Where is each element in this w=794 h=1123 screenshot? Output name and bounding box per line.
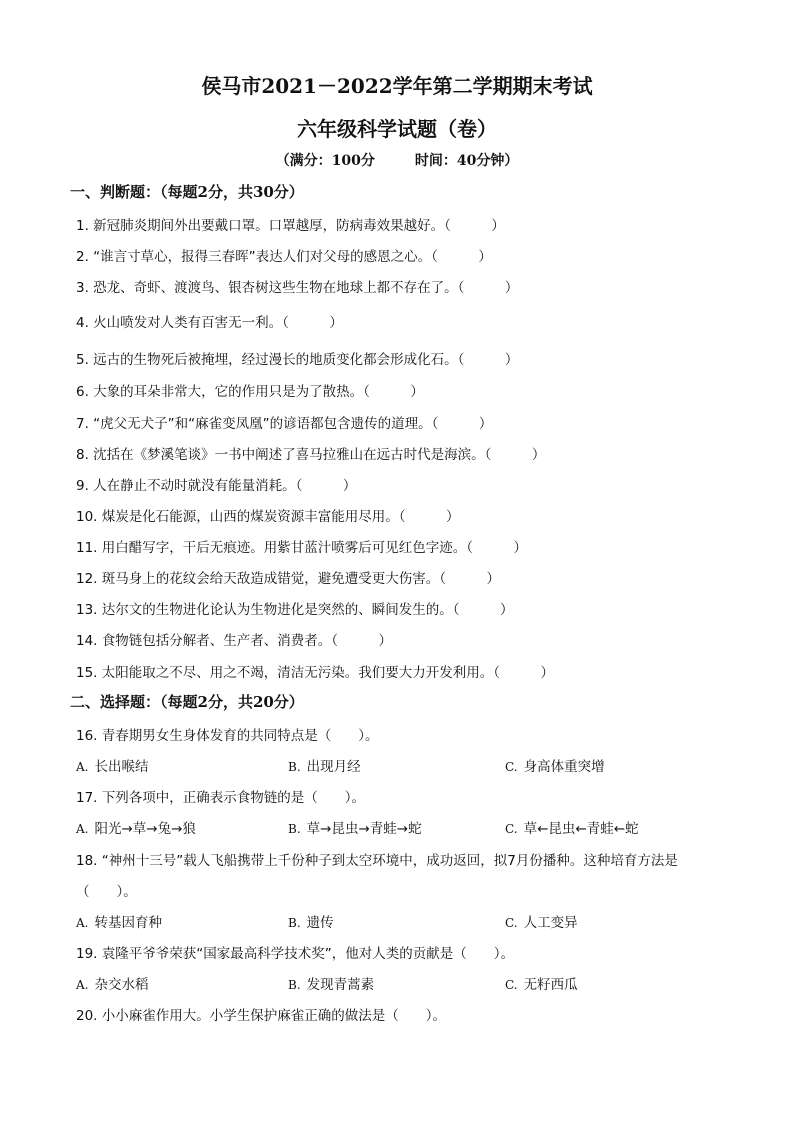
score-info: （满分：100分 xyxy=(275,153,375,169)
question-4: 4. 火山喷发对人类有百害无一利。（ ） xyxy=(76,315,343,331)
q16-option-c: C. 身高体重突增 xyxy=(505,759,605,775)
question-19: 19. 袁隆平爷爷荣获“国家最高科学技术奖”，他对人类的贡献是（ ）。 xyxy=(76,946,514,962)
question-1: 1. 新冠肺炎期间外出要戴口罩。口罩越厚，防病毒效果越好。（ ） xyxy=(76,218,505,234)
question-18-continuation: （ ）。 xyxy=(76,884,137,900)
q16-option-a: A. 长出喉结 xyxy=(76,759,149,775)
q16-option-b: B. 出现月经 xyxy=(288,759,361,775)
question-3: 3. 恐龙、奇虾、渡渡鸟、银杏树这些生物在地球上都不存在了。（ ） xyxy=(76,280,519,296)
question-9: 9. 人在静止不动时就没有能量消耗。（ ） xyxy=(76,478,357,494)
question-7: 7. “虎父无犬子”和“麻雀变凤凰”的谚语都包含遗传的道理。（ ） xyxy=(76,416,493,432)
question-20: 20. 小小麻雀作用大。小学生保护麻雀正确的做法是（ ）。 xyxy=(76,1008,447,1024)
section1-heading: 一、判断题：（每题2分，共30分） xyxy=(70,183,304,201)
q17-option-a: A. 阳光→草→兔→狼 xyxy=(76,821,196,837)
question-14: 14. 食物链包括分解者、生产者、消费者。（ ） xyxy=(76,633,393,649)
exam-subtitle: 六年级科学试题（卷） xyxy=(297,117,497,141)
question-5: 5. 远古的生物死后被掩埋，经过漫长的地质变化都会形成化石。（ ） xyxy=(76,352,519,368)
q17-option-b: B. 草→昆虫→青蛙→蛇 xyxy=(288,821,422,837)
question-6: 6. 大象的耳朵非常大，它的作用只是为了散热。（ ） xyxy=(76,384,424,400)
q19-option-c: C. 无籽西瓜 xyxy=(505,977,578,993)
section2-heading: 二、选择题：（每题2分，共20分） xyxy=(70,693,304,711)
exam-info xyxy=(0,150,794,170)
question-13: 13. 达尔文的生物进化论认为生物进化是突然的、瞬间发生的。（ ） xyxy=(76,602,514,618)
question-10: 10. 煤炭是化石能源，山西的煤炭资源丰富能用尽用。（ ） xyxy=(76,509,460,525)
q17-option-c: C. 草←昆虫←青蛙←蛇 xyxy=(505,821,639,837)
question-12: 12. 斑马身上的花纹会给天敌造成错觉，避免遭受更大伤害。（ ） xyxy=(76,571,501,587)
q18-option-a: A. 转基因育种 xyxy=(76,915,162,931)
q19-option-b: B. 发现青蒿素 xyxy=(288,977,375,993)
question-17: 17. 下列各项中，正确表示食物链的是（ ）。 xyxy=(76,790,366,806)
question-18: 18. “神州十三号”载人飞船携带上千份种子到太空环境中，成功返回，拟7月份播种。这种培育方法是 xyxy=(76,853,678,869)
q18-option-b: B. 遗传 xyxy=(288,915,334,931)
exam-title: 侯马市2021－2022学年第二学期期末考试 xyxy=(201,74,593,98)
question-8: 8. 沈括在《梦溪笔谈》一书中阐述了喜马拉雅山在远古时代是海滨。（ ） xyxy=(76,447,546,463)
question-15: 15. 太阳能取之不尽、用之不竭，清洁无污染。我们要大力开发利用。（ ） xyxy=(76,665,555,681)
q19-option-a: A. 杂交水稻 xyxy=(76,977,149,993)
q18-option-c: C. 人工变异 xyxy=(505,915,578,931)
question-2: 2. “谁言寸草心，报得三春晖”表达人们对父母的感恩之心。（ ） xyxy=(76,249,492,265)
time-info: 时间：40分钟） xyxy=(414,153,519,169)
question-16: 16. 青春期男女生身体发育的共同特点是（ ）。 xyxy=(76,728,379,744)
question-11: 11. 用白醋写字，干后无痕迹。用紫甘蓝汁喷雾后可见红色字迹。（ ） xyxy=(76,540,528,556)
